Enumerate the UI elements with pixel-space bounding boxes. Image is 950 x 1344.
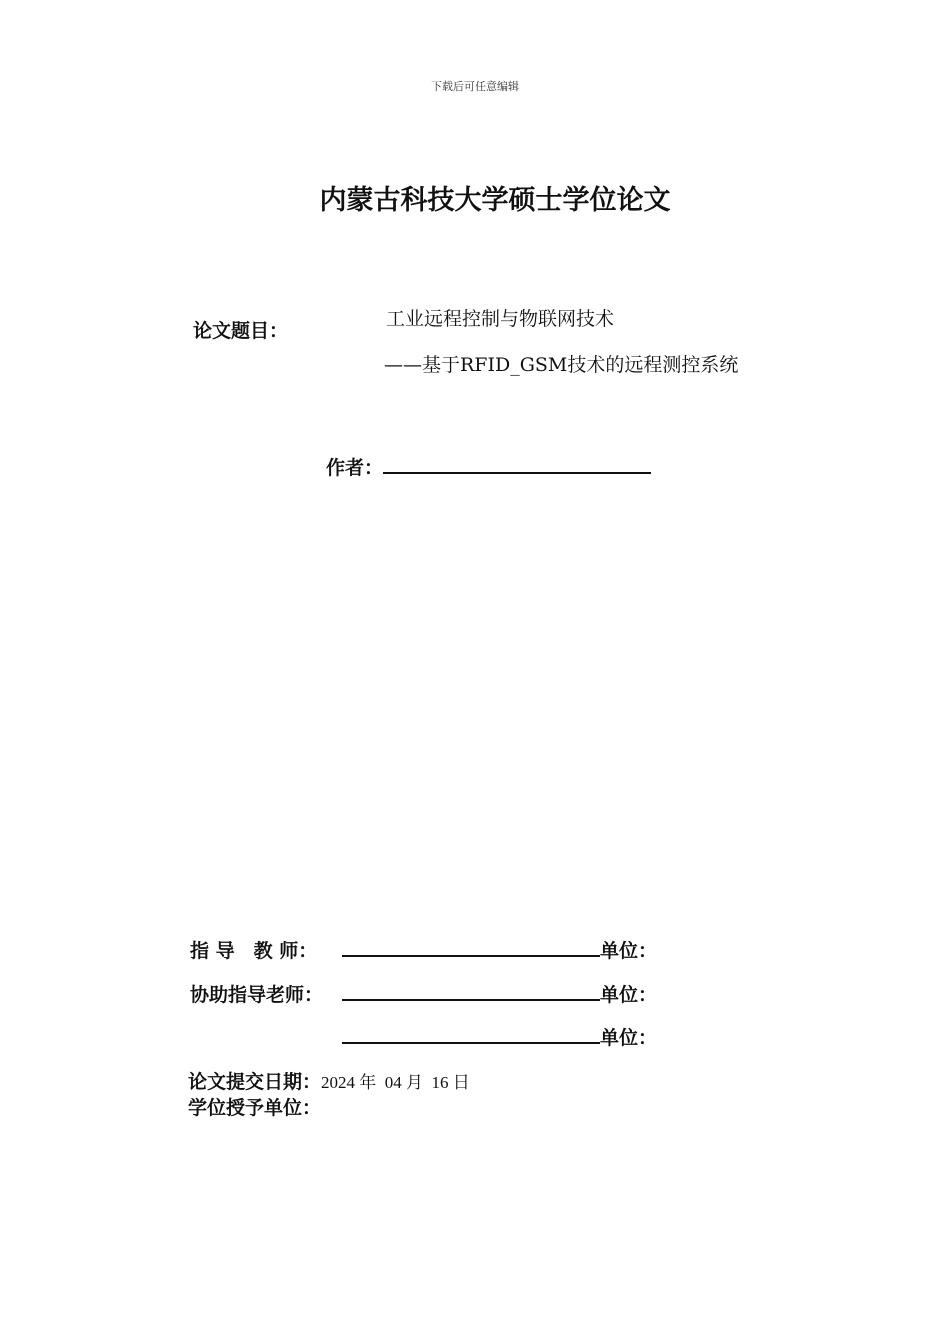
extra-field-line xyxy=(342,1042,600,1044)
author-row xyxy=(326,453,651,480)
author-field-line xyxy=(383,472,651,474)
degree-unit-label: 学位授予单位： xyxy=(188,1097,322,1119)
submission-date-value: 2024 年 04 月 16 日 xyxy=(321,1073,470,1092)
advisor-row xyxy=(190,936,657,963)
thesis-title-label: 论文题目： xyxy=(193,320,289,342)
extra-unit-label: 单位： xyxy=(600,1027,658,1049)
submission-date-label: 论文提交日期： xyxy=(188,1071,322,1093)
author-label: 作者： xyxy=(326,457,384,479)
thesis-title-line2: ——基于RFID_GSM技术的远程测控系统 xyxy=(384,354,739,376)
extra-unit-row xyxy=(342,1023,657,1050)
co-advisor-field-line xyxy=(342,999,600,1001)
co-advisor-row xyxy=(190,980,657,1007)
co-advisor-label: 协助指导老师： xyxy=(190,984,324,1006)
page-title: 内蒙古科技大学硕士学位论文 xyxy=(319,185,671,216)
submission-date-row xyxy=(188,1067,470,1094)
advisor-unit-label: 单位： xyxy=(600,940,658,962)
header-note: 下载后可任意编辑 xyxy=(431,80,519,93)
thesis-title-line1: 工业远程控制与物联网技术 xyxy=(386,308,615,330)
advisor-field-line xyxy=(342,955,600,957)
advisor-label: 指 导 教 师： xyxy=(190,940,318,962)
co-advisor-unit-label: 单位： xyxy=(600,984,658,1006)
